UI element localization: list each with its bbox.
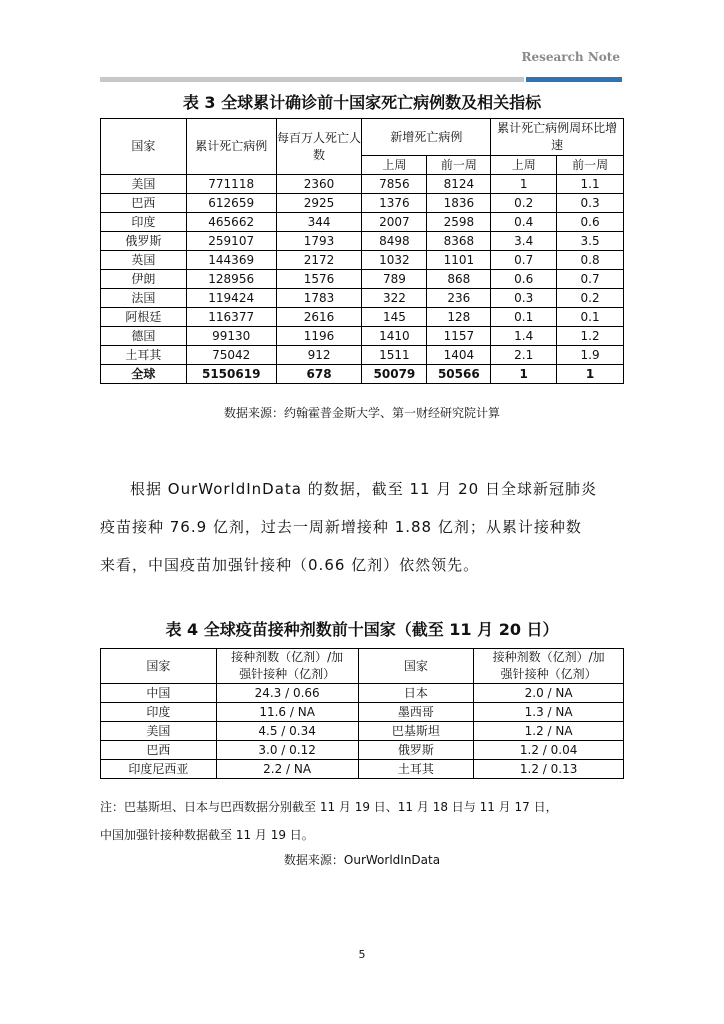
table-cell: 0.1 [557, 308, 624, 327]
table-cell: 1.4 [491, 327, 557, 346]
table-cell: 美国 [101, 175, 187, 194]
table-cell: 0.3 [491, 289, 557, 308]
table-cell: 2.2 / NA [216, 760, 358, 779]
table-cell: 1032 [362, 251, 427, 270]
header-divider-blue [526, 77, 622, 82]
table-cell: 1 [557, 365, 624, 384]
table-cell: 465662 [186, 213, 276, 232]
table-cell: 0.1 [491, 308, 557, 327]
table-cell: 128956 [186, 270, 276, 289]
table-cell: 24.3 / 0.66 [216, 684, 358, 703]
table-cell: 145 [362, 308, 427, 327]
table-cell: 1196 [276, 327, 362, 346]
table3-header-cum-deaths: 累计死亡病例 [186, 119, 276, 175]
table-cell: 2925 [276, 194, 362, 213]
table-row [101, 760, 624, 779]
table3-header-new-last-week: 上周 [362, 156, 427, 175]
table4-header-doses-right [474, 649, 624, 684]
table4-note [100, 793, 630, 849]
table-cell: 8124 [427, 175, 491, 194]
table-row [101, 289, 624, 308]
table4-header-doses-line1: 接种剂数（亿剂）/加 [231, 650, 344, 664]
table-row [101, 308, 624, 327]
table-cell: 1.2 / NA [474, 722, 624, 741]
table-cell: 印度 [101, 213, 187, 232]
table-cell: 1410 [362, 327, 427, 346]
table-cell: 128 [427, 308, 491, 327]
table-cell: 2616 [276, 308, 362, 327]
table-cell: 阿根廷 [101, 308, 187, 327]
table3-header-country: 国家 [101, 119, 187, 175]
table-cell: 1 [491, 365, 557, 384]
table-cell: 0.4 [491, 213, 557, 232]
table-cell: 1.2 [557, 327, 624, 346]
table-row [101, 722, 624, 741]
table3-total-row [101, 365, 624, 384]
table3-header-new-deaths: 新增死亡病例 [362, 119, 491, 156]
table-cell: 俄罗斯 [358, 741, 474, 760]
table-cell: 2007 [362, 213, 427, 232]
table4-header-country-left: 国家 [101, 649, 217, 684]
paragraph-line: 来看，中国疫苗加强针接种（0.66 亿剂）依然领先。 [100, 556, 480, 574]
table-row [101, 175, 624, 194]
table-cell: 2172 [276, 251, 362, 270]
table-cell: 0.6 [557, 213, 624, 232]
table-cell: 中国 [101, 684, 217, 703]
table3 [100, 118, 624, 384]
table-cell: 119424 [186, 289, 276, 308]
note-line: 注：巴基斯坦、日本与巴西数据分别截至 11 月 19 日、11 月 18 日与 11 月 17 日， [100, 800, 558, 814]
table-cell: 巴基斯坦 [358, 722, 474, 741]
table-cell: 土耳其 [101, 346, 187, 365]
table-cell: 2.0 / NA [474, 684, 624, 703]
table-cell: 0.8 [557, 251, 624, 270]
table-cell: 259107 [186, 232, 276, 251]
table4-header-country-right: 国家 [358, 649, 474, 684]
table-cell: 1.9 [557, 346, 624, 365]
table-cell: 全球 [101, 365, 187, 384]
table3-header-new-prev-week: 前一周 [427, 156, 491, 175]
table4-header-doses-line1: 接种剂数（亿剂）/加 [492, 650, 605, 664]
header-label: Research Note [521, 50, 620, 64]
table4-caption: 表 4 全球疫苗接种剂数前十国家（截至 11 月 20 日） [165, 620, 559, 639]
table-cell: 8368 [427, 232, 491, 251]
table4-header-doses-left [216, 649, 358, 684]
table-cell: 868 [427, 270, 491, 289]
table3-header-per-million: 每百万人死亡人数 [276, 119, 362, 175]
table-cell: 1836 [427, 194, 491, 213]
table4-source: 数据来源：OurWorldInData [283, 853, 441, 867]
table-cell: 0.6 [491, 270, 557, 289]
table-cell: 75042 [186, 346, 276, 365]
table-cell: 7856 [362, 175, 427, 194]
header-divider-grey [100, 77, 524, 82]
table-cell: 678 [276, 365, 362, 384]
paragraph-line: 疫苗接种 76.9 亿剂，过去一周新增接种 1.88 亿剂；从累计接种数 [100, 518, 582, 536]
table-cell: 0.2 [557, 289, 624, 308]
table-cell: 1.3 / NA [474, 703, 624, 722]
table-cell: 伊朗 [101, 270, 187, 289]
table-cell: 50566 [427, 365, 491, 384]
table-cell: 0.7 [491, 251, 557, 270]
table4 [100, 648, 624, 779]
table-row [101, 194, 624, 213]
table-row [101, 327, 624, 346]
table-row [101, 270, 624, 289]
table-cell: 612659 [186, 194, 276, 213]
table-cell: 1101 [427, 251, 491, 270]
table-cell: 法国 [101, 289, 187, 308]
table-cell: 1376 [362, 194, 427, 213]
table-cell: 1511 [362, 346, 427, 365]
table-cell: 1.1 [557, 175, 624, 194]
table-cell: 1157 [427, 327, 491, 346]
table-cell: 印度尼西亚 [101, 760, 217, 779]
table-cell: 4.5 / 0.34 [216, 722, 358, 741]
table-cell: 5150619 [186, 365, 276, 384]
body-paragraph [100, 470, 624, 584]
table-cell: 印度 [101, 703, 217, 722]
table-row [101, 251, 624, 270]
table-row [101, 741, 624, 760]
table-row [101, 346, 624, 365]
table-row [101, 232, 624, 251]
table-cell: 789 [362, 270, 427, 289]
table4-header-doses-line2: 强针接种（亿剂） [500, 667, 597, 681]
table-cell: 116377 [186, 308, 276, 327]
table3-header-growth-prev-week: 前一周 [557, 156, 624, 175]
table-cell: 英国 [101, 251, 187, 270]
page-number: 5 [358, 948, 366, 961]
table-cell: 土耳其 [358, 760, 474, 779]
table-cell: 236 [427, 289, 491, 308]
table3-header-growth: 累计死亡病例周环比增速 [491, 119, 624, 156]
table-cell: 0.2 [491, 194, 557, 213]
table-cell: 0.3 [557, 194, 624, 213]
table-cell: 144369 [186, 251, 276, 270]
table-row [101, 684, 624, 703]
table-cell: 巴西 [101, 194, 187, 213]
table4-header-doses-line2: 强针接种（亿剂） [239, 667, 336, 681]
table-cell: 1783 [276, 289, 362, 308]
table3-header-growth-last-week: 上周 [491, 156, 557, 175]
table-cell: 11.6 / NA [216, 703, 358, 722]
table-cell: 99130 [186, 327, 276, 346]
table-cell: 3.5 [557, 232, 624, 251]
table-cell: 3.0 / 0.12 [216, 741, 358, 760]
table-cell: 1.2 / 0.13 [474, 760, 624, 779]
table-cell: 1576 [276, 270, 362, 289]
table-cell: 3.4 [491, 232, 557, 251]
table-cell: 0.7 [557, 270, 624, 289]
table-cell: 1 [491, 175, 557, 194]
table-cell: 1404 [427, 346, 491, 365]
table-cell: 巴西 [101, 741, 217, 760]
table-cell: 2598 [427, 213, 491, 232]
table-cell: 50079 [362, 365, 427, 384]
table-cell: 771118 [186, 175, 276, 194]
table-cell: 344 [276, 213, 362, 232]
table3-source: 数据来源：约翰霍普金斯大学、第一财经研究院计算 [223, 406, 500, 420]
table-cell: 322 [362, 289, 427, 308]
paragraph-line: 根据 OurWorldInData 的数据，截至 11 月 20 日全球新冠肺炎 [130, 480, 597, 498]
note-line: 中国加强针接种数据截至 11 月 19 日。 [100, 828, 314, 842]
table-cell: 1.2 / 0.04 [474, 741, 624, 760]
table-cell: 德国 [101, 327, 187, 346]
table-row [101, 703, 624, 722]
table-cell: 日本 [358, 684, 474, 703]
table-cell: 1793 [276, 232, 362, 251]
table-row [101, 213, 624, 232]
table-cell: 2360 [276, 175, 362, 194]
table-cell: 墨西哥 [358, 703, 474, 722]
table-cell: 2.1 [491, 346, 557, 365]
table-cell: 912 [276, 346, 362, 365]
table-cell: 美国 [101, 722, 217, 741]
table-cell: 俄罗斯 [101, 232, 187, 251]
table-cell: 8498 [362, 232, 427, 251]
table3-caption: 表 3 全球累计确诊前十国家死亡病例数及相关指标 [182, 93, 542, 112]
